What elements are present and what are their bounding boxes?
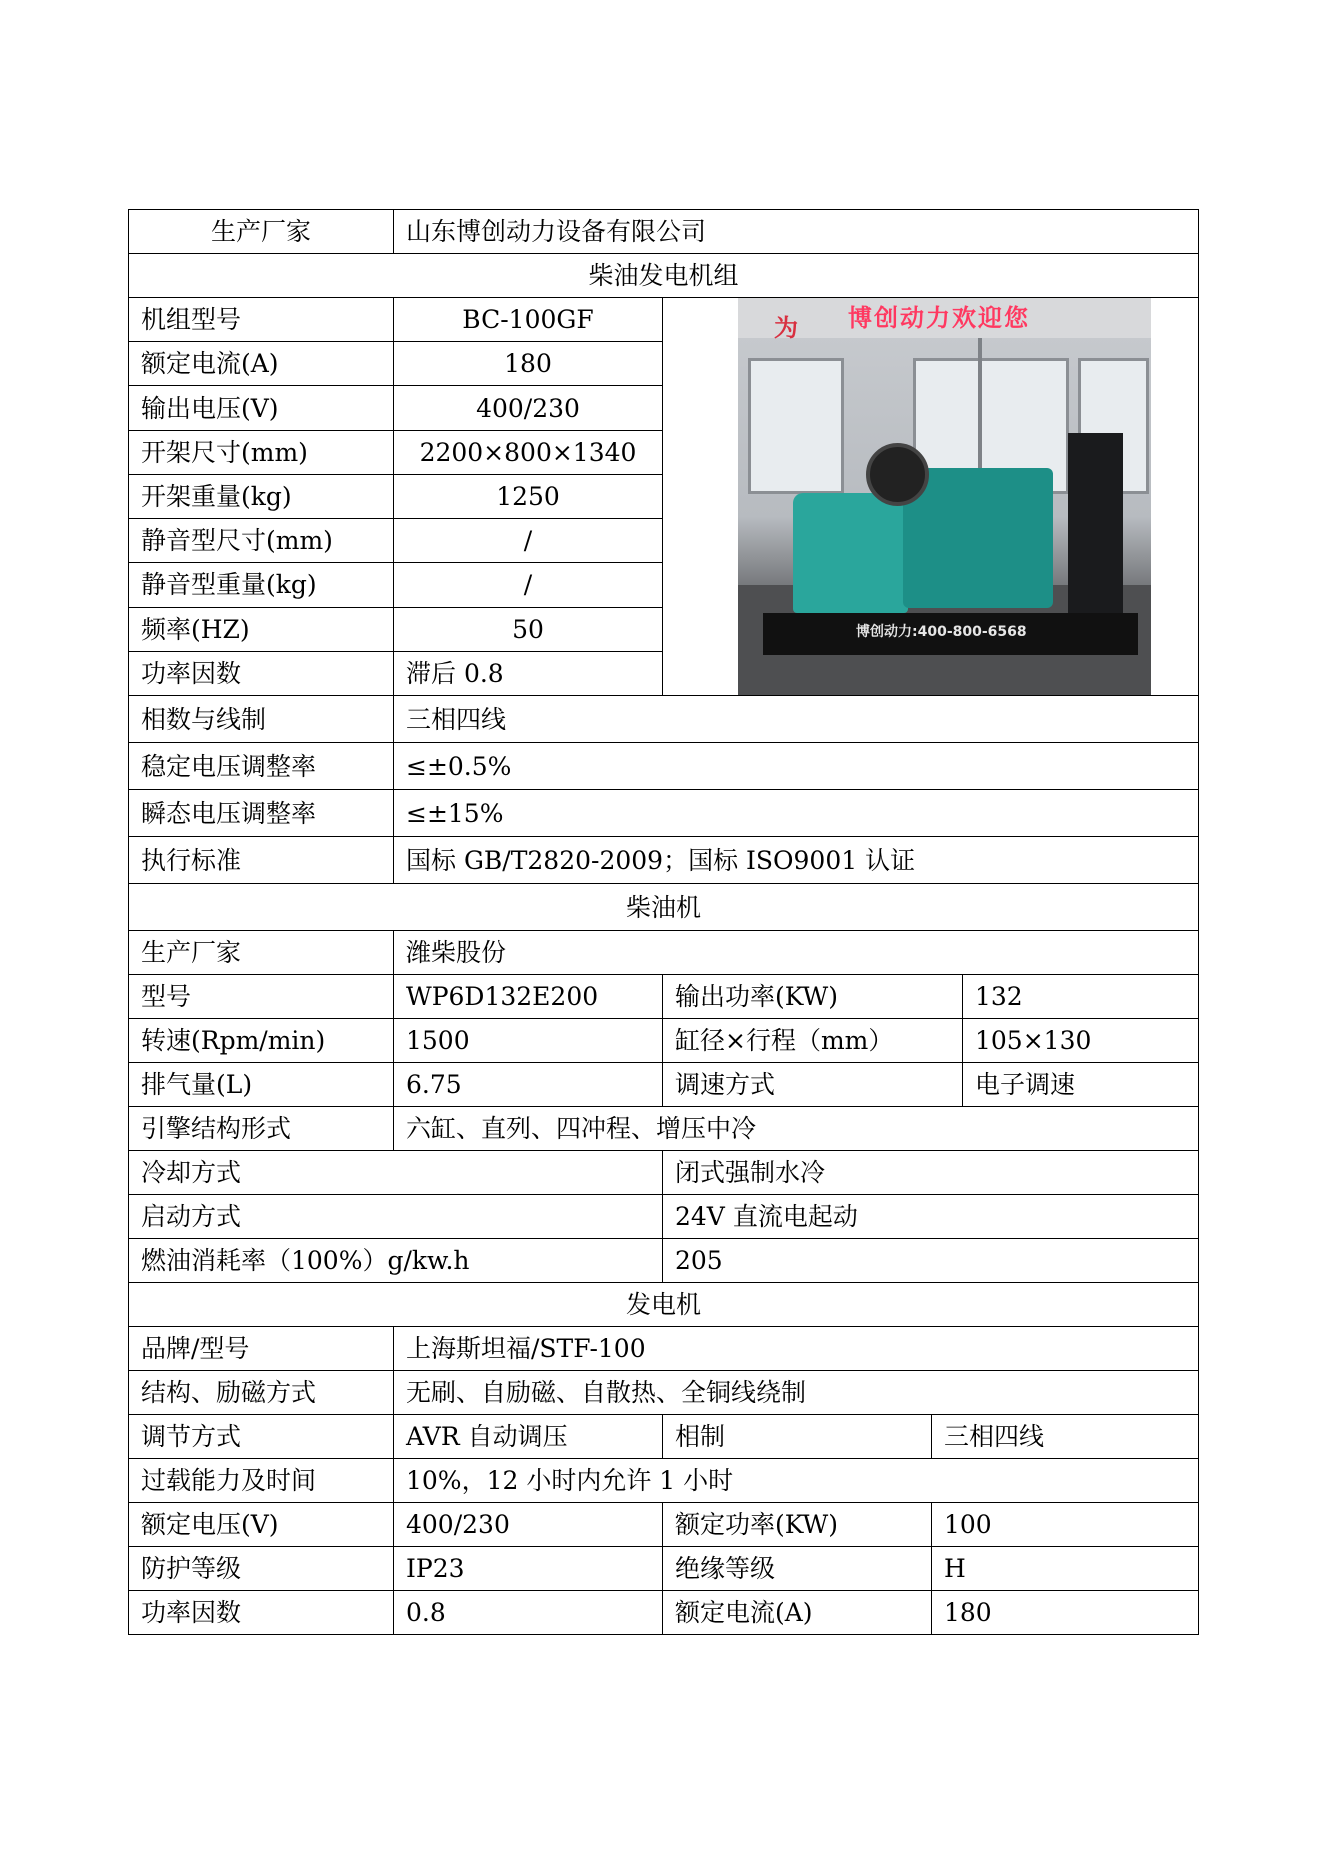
engine-value: WP6D132E200 bbox=[394, 975, 663, 1019]
alternator-label: 功率因数 bbox=[129, 1591, 394, 1635]
engine-half-value: 205 bbox=[663, 1239, 1199, 1283]
genset-wide-row bbox=[129, 696, 1199, 743]
engine-half-row bbox=[129, 1195, 1199, 1239]
alternator-shape bbox=[793, 493, 908, 613]
engine-label: 排气量(L) bbox=[129, 1063, 394, 1107]
engine-quad-row bbox=[129, 1063, 1199, 1107]
engine-half-value: 24V 直流电起动 bbox=[663, 1195, 1199, 1239]
photo-welcome-sign: 博创动力欢迎您 bbox=[848, 304, 1030, 332]
spec-table bbox=[128, 209, 1199, 1635]
engine-half-label: 启动方式 bbox=[129, 1195, 663, 1239]
spec-sheet bbox=[128, 209, 1198, 1635]
genset-section-row bbox=[129, 254, 1199, 298]
genset-label: 额定电流(A) bbox=[129, 342, 394, 386]
genset-label: 机组型号 bbox=[129, 298, 394, 342]
photo-hoist bbox=[978, 338, 982, 478]
alternator-value: 180 bbox=[932, 1591, 1199, 1635]
genset-label: 静音型尺寸(mm) bbox=[129, 519, 394, 563]
genset-wide-row bbox=[129, 837, 1199, 884]
genset-value: 400/230 bbox=[394, 386, 663, 430]
genset-label: 频率(HZ) bbox=[129, 607, 394, 651]
engine-quad-row bbox=[129, 975, 1199, 1019]
engine-shape bbox=[903, 468, 1053, 608]
alternator-section-row bbox=[129, 1283, 1199, 1327]
alternator-overload-label: 过载能力及时间 bbox=[129, 1459, 394, 1503]
engine-half-value: 闭式强制水冷 bbox=[663, 1151, 1199, 1195]
alternator-regulation-row bbox=[129, 1415, 1199, 1459]
alternator-quad-row bbox=[129, 1503, 1199, 1547]
alternator-label: 绝缘等级 bbox=[663, 1547, 932, 1591]
engine-structure-value: 六缸、直列、四冲程、增压中冷 bbox=[394, 1107, 1199, 1151]
engine-section-title: 柴油机 bbox=[129, 884, 1199, 931]
generator-photo bbox=[738, 298, 1151, 695]
alternator-label: 额定电流(A) bbox=[663, 1591, 932, 1635]
engine-label: 型号 bbox=[129, 975, 394, 1019]
genset-label: 功率因数 bbox=[129, 651, 394, 695]
base-frame-text: 博创动力:400-800-6568 bbox=[856, 624, 1027, 640]
genset-value: BC-100GF bbox=[394, 298, 663, 342]
alternator-value: 100 bbox=[932, 1503, 1199, 1547]
alternator-label: 防护等级 bbox=[129, 1547, 394, 1591]
engine-value: 6.75 bbox=[394, 1063, 663, 1107]
engine-manufacturer-row bbox=[129, 931, 1199, 975]
alternator-quad-row bbox=[129, 1547, 1199, 1591]
alternator-value: AVR 自动调压 bbox=[394, 1415, 663, 1459]
genset-value: 1250 bbox=[394, 474, 663, 518]
genset-wide-label: 相数与线制 bbox=[129, 696, 394, 743]
engine-label: 输出功率(KW) bbox=[663, 975, 963, 1019]
photo-window bbox=[748, 358, 844, 494]
genset-value: / bbox=[394, 563, 663, 607]
engine-half-row bbox=[129, 1239, 1199, 1283]
genset-value: / bbox=[394, 519, 663, 563]
genset-value: 滞后 0.8 bbox=[394, 651, 663, 695]
alternator-excitation-row bbox=[129, 1371, 1199, 1415]
manufacturer-value: 山东博创动力设备有限公司 bbox=[394, 210, 1199, 254]
alternator-excitation-label: 结构、励磁方式 bbox=[129, 1371, 394, 1415]
fan-shape bbox=[866, 443, 929, 506]
genset-photo-cell bbox=[663, 298, 1199, 696]
engine-value: 132 bbox=[963, 975, 1199, 1019]
genset-wide-value: ≤±15% bbox=[394, 790, 1199, 837]
photo-sign-left: 为 bbox=[774, 314, 798, 342]
engine-label: 缸径×行程（mm） bbox=[663, 1019, 963, 1063]
engine-structure-row bbox=[129, 1107, 1199, 1151]
genset-row bbox=[129, 298, 1199, 342]
alternator-brand-row bbox=[129, 1327, 1199, 1371]
alternator-label: 调节方式 bbox=[129, 1415, 394, 1459]
engine-half-label: 冷却方式 bbox=[129, 1151, 663, 1195]
engine-value: 105×130 bbox=[963, 1019, 1199, 1063]
manufacturer-label: 生产厂家 bbox=[129, 210, 394, 254]
alternator-value: IP23 bbox=[394, 1547, 663, 1591]
radiator-shape bbox=[1068, 433, 1123, 613]
alternator-label: 额定功率(KW) bbox=[663, 1503, 932, 1547]
genset-section-title: 柴油发电机组 bbox=[129, 254, 1199, 298]
engine-label: 调速方式 bbox=[663, 1063, 963, 1107]
alternator-value: 0.8 bbox=[394, 1591, 663, 1635]
engine-manufacturer-value: 潍柴股份 bbox=[394, 931, 1199, 975]
alternator-brand-value: 上海斯坦福/STF-100 bbox=[394, 1327, 1199, 1371]
engine-half-row bbox=[129, 1151, 1199, 1195]
alternator-section-title: 发电机 bbox=[129, 1283, 1199, 1327]
genset-wide-label: 执行标准 bbox=[129, 837, 394, 884]
alternator-value: H bbox=[932, 1547, 1199, 1591]
genset-wide-value: ≤±0.5% bbox=[394, 743, 1199, 790]
genset-value: 180 bbox=[394, 342, 663, 386]
genset-wide-value: 三相四线 bbox=[394, 696, 1199, 743]
alternator-overload-row bbox=[129, 1459, 1199, 1503]
engine-value: 1500 bbox=[394, 1019, 663, 1063]
genset-wide-label: 稳定电压调整率 bbox=[129, 743, 394, 790]
genset-wide-row bbox=[129, 790, 1199, 837]
genset-value: 2200×800×1340 bbox=[394, 430, 663, 474]
alternator-overload-value: 10%，12 小时内允许 1 小时 bbox=[394, 1459, 1199, 1503]
genset-wide-row bbox=[129, 743, 1199, 790]
genset-wide-label: 瞬态电压调整率 bbox=[129, 790, 394, 837]
genset-wide-value: 国标 GB/T2820-2009；国标 ISO9001 认证 bbox=[394, 837, 1199, 884]
alternator-quad-row bbox=[129, 1591, 1199, 1635]
genset-label: 开架重量(kg) bbox=[129, 474, 394, 518]
engine-value: 电子调速 bbox=[963, 1063, 1199, 1107]
alternator-brand-label: 品牌/型号 bbox=[129, 1327, 394, 1371]
genset-value: 50 bbox=[394, 607, 663, 651]
alternator-value: 三相四线 bbox=[932, 1415, 1199, 1459]
genset-label: 静音型重量(kg) bbox=[129, 563, 394, 607]
engine-half-label: 燃油消耗率（100%）g/kw.h bbox=[129, 1239, 663, 1283]
engine-label: 转速(Rpm/min) bbox=[129, 1019, 394, 1063]
manufacturer-row bbox=[129, 210, 1199, 254]
alternator-value: 400/230 bbox=[394, 1503, 663, 1547]
genset-label: 输出电压(V) bbox=[129, 386, 394, 430]
alternator-excitation-value: 无刷、自励磁、自散热、全铜线绕制 bbox=[394, 1371, 1199, 1415]
engine-quad-row bbox=[129, 1019, 1199, 1063]
engine-section-row bbox=[129, 884, 1199, 931]
engine-manufacturer-label: 生产厂家 bbox=[129, 931, 394, 975]
alternator-label: 额定电压(V) bbox=[129, 1503, 394, 1547]
genset-label: 开架尺寸(mm) bbox=[129, 430, 394, 474]
alternator-label: 相制 bbox=[663, 1415, 932, 1459]
engine-structure-label: 引擎结构形式 bbox=[129, 1107, 394, 1151]
